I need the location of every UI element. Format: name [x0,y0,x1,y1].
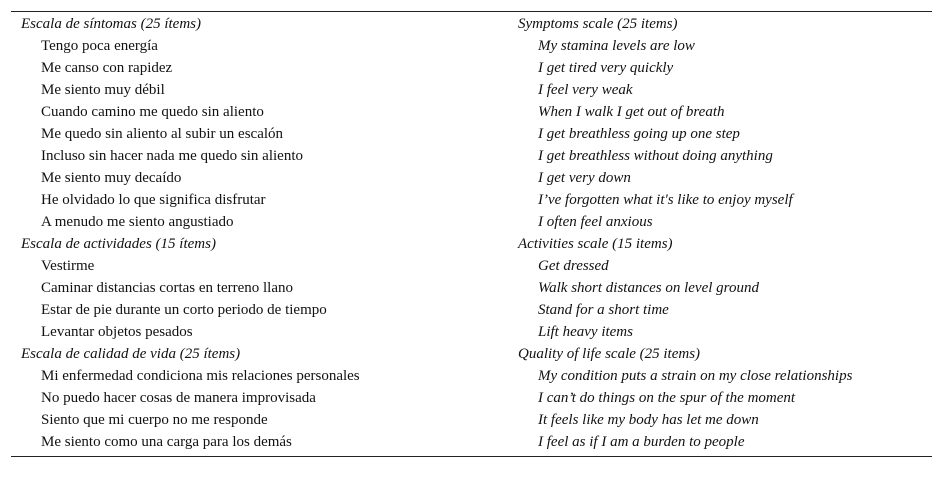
english-cell: Symptoms scale (25 items) [518,16,678,32]
spanish-cell: Tengo poca energía [41,38,158,54]
spanish-cell: Siento que mi cuerpo no me responde [41,412,268,428]
english-cell: I get breathless going up one step [538,126,740,142]
english-cell: I often feel anxious [538,214,653,230]
spanish-cell: Escala de calidad de vida (25 ítems) [21,346,241,362]
spanish-cell: No puedo hacer cosas de manera improvisada [41,390,316,406]
spanish-cell: Me quedo sin aliento al subir un escalón [41,126,284,142]
spanish-cell: Escala de actividades (15 ítems) [21,236,216,252]
english-cell: Stand for a short time [538,302,669,318]
table-row [11,409,932,431]
table-row [11,145,932,167]
spanish-cell: Estar de pie durante un corto periodo de tiempo [41,302,327,318]
english-cell: I get very down [538,170,631,186]
english-cell: My stamina levels are low [538,38,695,54]
table-row [11,277,932,299]
scale-items-table [11,11,932,457]
table-row [11,299,932,321]
section-header-row [11,343,932,365]
table-body [11,13,932,453]
section-header-row [11,233,932,255]
english-cell: Lift heavy items [538,324,633,340]
table-row [11,123,932,145]
spanish-cell: Levantar objetos pesados [41,324,193,340]
english-cell: When I walk I get out of breath [538,104,725,120]
english-cell: I feel as if I am a burden to people [538,434,745,450]
table-row [11,167,932,189]
english-cell: I can’t do things on the spur of the moment [538,390,796,406]
spanish-cell: Cuando camino me quedo sin aliento [41,104,264,120]
spanish-cell: A menudo me siento angustiado [41,214,234,230]
table-row [11,189,932,211]
english-cell: I’ve forgotten what it's like to enjoy myself [538,192,793,208]
spanish-cell: Escala de síntomas (25 ítems) [21,16,201,32]
table-row [11,255,932,277]
spanish-cell: Me siento como una carga para los demás [41,434,292,450]
english-cell: Activities scale (15 items) [518,236,673,252]
spanish-cell: Mi enfermedad condiciona mis relaciones personales [41,368,360,384]
table-row [11,387,932,409]
english-cell: I get breathless without doing anything [538,148,773,164]
english-cell: I get tired very quickly [538,60,674,76]
table-row [11,79,932,101]
spanish-cell: Me siento muy débil [41,82,165,98]
english-cell: Get dressed [538,258,609,274]
table-row [11,35,932,57]
table-row [11,321,932,343]
english-cell: Quality of life scale (25 items) [518,346,701,362]
english-cell: My condition puts a strain on my close relationships [538,368,853,384]
table-row [11,211,932,233]
table-row [11,431,932,453]
spanish-cell: Me siento muy decaído [41,170,182,186]
spanish-cell: Me canso con rapidez [41,60,173,76]
english-cell: I feel very weak [538,82,633,98]
english-cell: It feels like my body has let me down [538,412,759,428]
english-cell: Walk short distances on level ground [538,280,759,296]
table-row [11,365,932,387]
spanish-cell: Vestirme [41,258,95,274]
table-row [11,101,932,123]
table-row [11,57,932,79]
section-header-row [11,13,932,35]
bilingual-items-table [11,13,932,453]
spanish-cell: Caminar distancias cortas en terreno llano [41,280,293,296]
spanish-cell: Incluso sin hacer nada me quedo sin aliento [41,148,304,164]
spanish-cell: He olvidado lo que significa disfrutar [41,192,266,208]
